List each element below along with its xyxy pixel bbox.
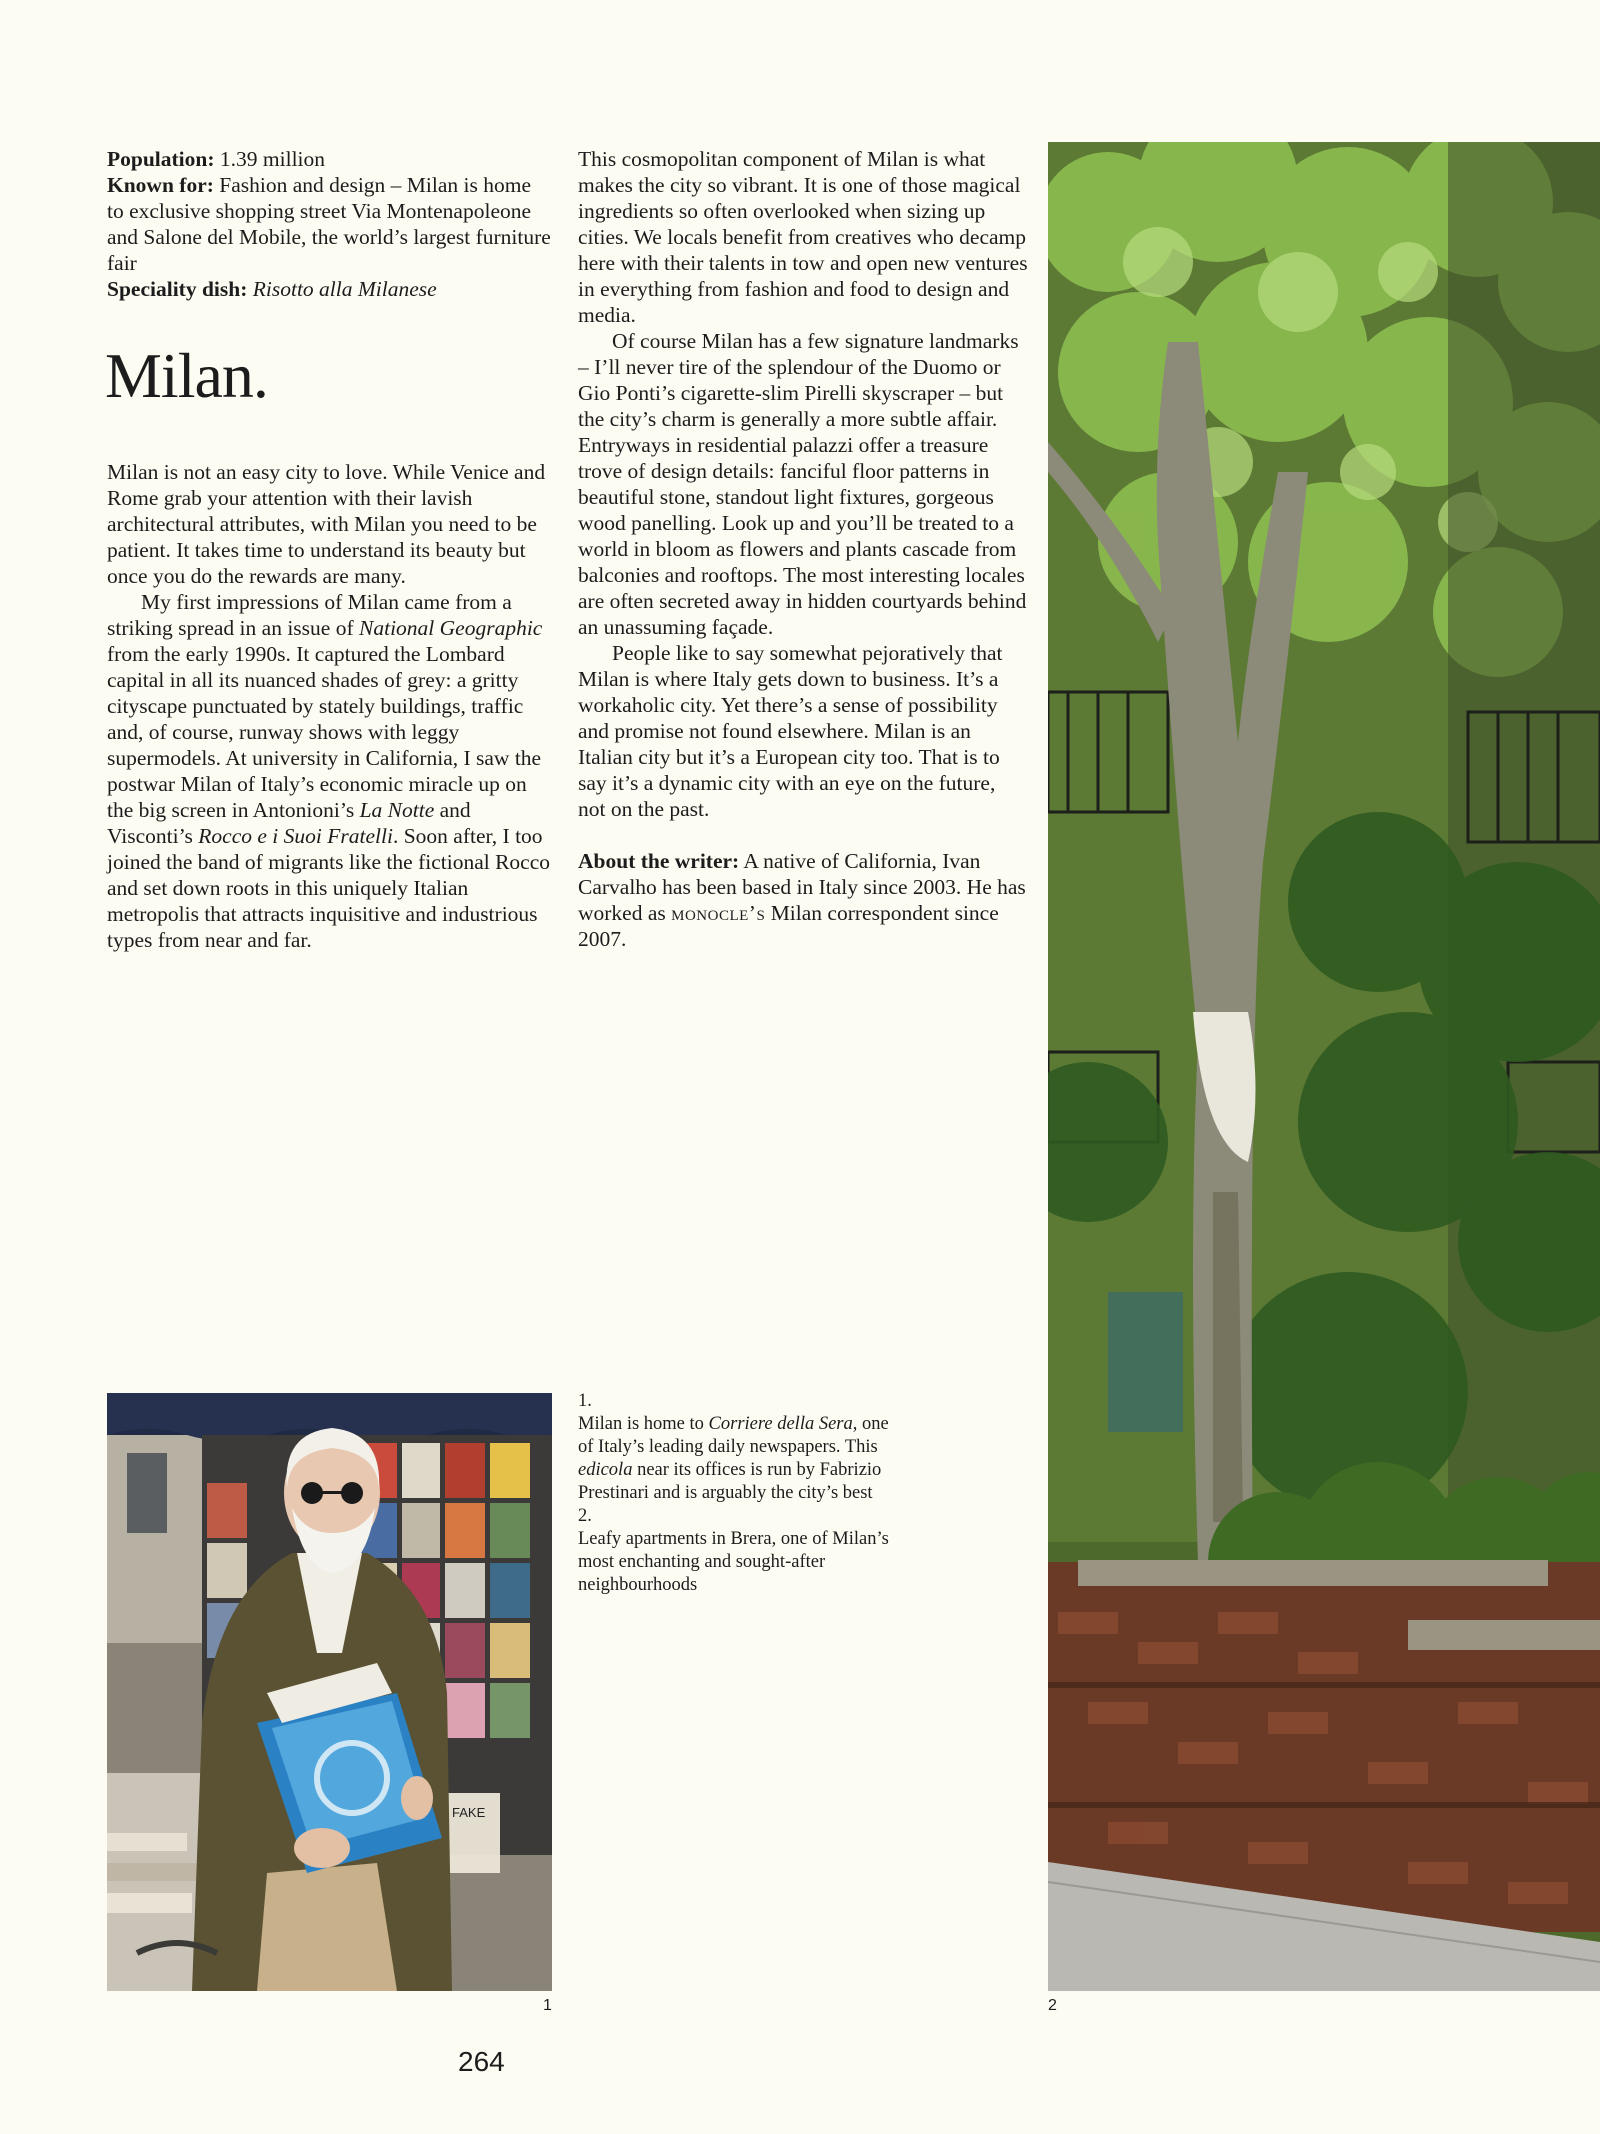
caption-2: Leafy apartments in Brera, one of Milan’s most enchanting and sought-after neighbourhoods xyxy=(578,1529,889,1595)
text-run: , one of Italy’s leading daily newspapers. This xyxy=(578,1414,889,1457)
magazine-title: National Geographic xyxy=(359,616,543,640)
text-run: A native of California, Ivan Carvalho has been based in Italy since 2003. He has worked as xyxy=(578,849,1026,925)
text-run: and Visconti’s xyxy=(107,798,471,848)
about-writer xyxy=(578,848,1028,952)
dish-label: Speciality dish: xyxy=(107,277,248,301)
brand-name: monocle’s xyxy=(671,901,766,925)
body-paragraph-2: Of course Milan has a few signature landmarks – I’ll never tire of the splendour of the Duomo or Gio Ponti’s cigarette-slim Pirelli skyscraper – but the city’s charm is generally a more subtle affair. Entryways in residential palazzi offer a treasure trove of design details: fanciful floor patterns in beautiful stone, standout light fixtures, gorgeous wood panelling. Look up and you’ll be treated to a world in bloom as flowers and plants cascade from balconies and rooftops. The most interesting locales are often secreted away in hidden courtyards behind an unassuming façade. xyxy=(578,329,1027,639)
text-run: near its offices is run by Fabrizio Prestinari and is arguably the city’s best xyxy=(578,1460,882,1503)
italic-term: edicola xyxy=(578,1460,633,1480)
film-title: Rocco e i Suoi Fratelli xyxy=(198,824,393,848)
caption-2-number: 2. xyxy=(578,1506,592,1526)
leafy-building-illustration xyxy=(1048,142,1600,1991)
brera-apartments-photo xyxy=(1048,142,1600,1991)
photo-captions xyxy=(578,1390,898,1597)
text-run: Milan is home to xyxy=(578,1414,709,1434)
population-label: Population: xyxy=(107,147,215,171)
known-for-value: Fashion and design – Milan is home to exclusive shopping street Via Montenapoleone and Salone del Mobile, the world’s largest furniture fair xyxy=(107,173,551,275)
writer-label: About the writer: xyxy=(578,849,740,873)
page-title: Milan. xyxy=(105,340,268,411)
body-paragraph-1: This cosmopolitan component of Milan is what makes the city so vibrant. It is one of those magical ingredients so often overlooked when sizing up cities. We locals benefit from creatives who decamp here with their talents in tow and open new ventures in everything from fashion and food to design and media. xyxy=(578,147,1028,327)
body-text-column-2 xyxy=(578,146,1028,952)
photo-1-number: 1 xyxy=(543,1997,552,2014)
caption-1-number: 1. xyxy=(578,1391,592,1411)
intro-text xyxy=(107,459,555,953)
known-for-label: Known for: xyxy=(107,173,214,197)
text-run: . Soon after, I too joined the band of migrants like the fictional Rocco and set down roots in this uniquely Italian metropolis that attracts inquisitive and industrious types from near and far. xyxy=(107,824,551,952)
text-run: Milan correspondent since 2007. xyxy=(578,901,999,951)
body-paragraph-3: People like to say somewhat pejoratively that Milan is where Italy gets down to business. It’s a workaholic city. Yet there’s a sense of possibility and promise not found elsewhere. Milan is an Italian city but it’s a European city too. That is to say it’s a dynamic city with an eye on the future, not on the past. xyxy=(578,641,1003,821)
intro-paragraph-2 xyxy=(107,589,555,953)
film-title: La Notte xyxy=(359,798,435,822)
caption-1 xyxy=(578,1413,898,1505)
newsstand-vendor-photo xyxy=(107,1393,552,1991)
population-value: 1.39 million xyxy=(219,147,326,171)
newsstand-vendor-illustration xyxy=(107,1393,552,1991)
text-run: from the early 1990s. It captured the Lombard capital in all its nuanced shades of grey: a gritty cityscape punctuated by stately buildings, traffic and, of course, runway shows with leggy supermodels. At university in California, I saw the postwar Milan of Italy’s economic miracle up on the big screen in Antonioni’s xyxy=(107,642,542,822)
photo-2-number: 2 xyxy=(1048,1997,1057,2014)
page-number: 264 xyxy=(458,2046,505,2077)
newspaper-name: Corriere della Sera xyxy=(708,1414,853,1434)
dish-line xyxy=(107,276,552,302)
city-facts xyxy=(107,146,552,302)
magazine-cover-text: FAKE xyxy=(452,1805,486,1820)
intro-paragraph-1: Milan is not an easy city to love. While Venice and Rome grab your attention with their lavish architectural attributes, with Milan you need to be patient. It takes time to understand its beauty but once you do the rewards are many. xyxy=(107,460,546,588)
text-run: My first impressions of Milan came from a striking spread in an issue of xyxy=(107,590,512,640)
known-for-line xyxy=(107,172,552,276)
population-line xyxy=(107,146,552,172)
dish-value: Risotto alla Milanese xyxy=(252,277,437,301)
